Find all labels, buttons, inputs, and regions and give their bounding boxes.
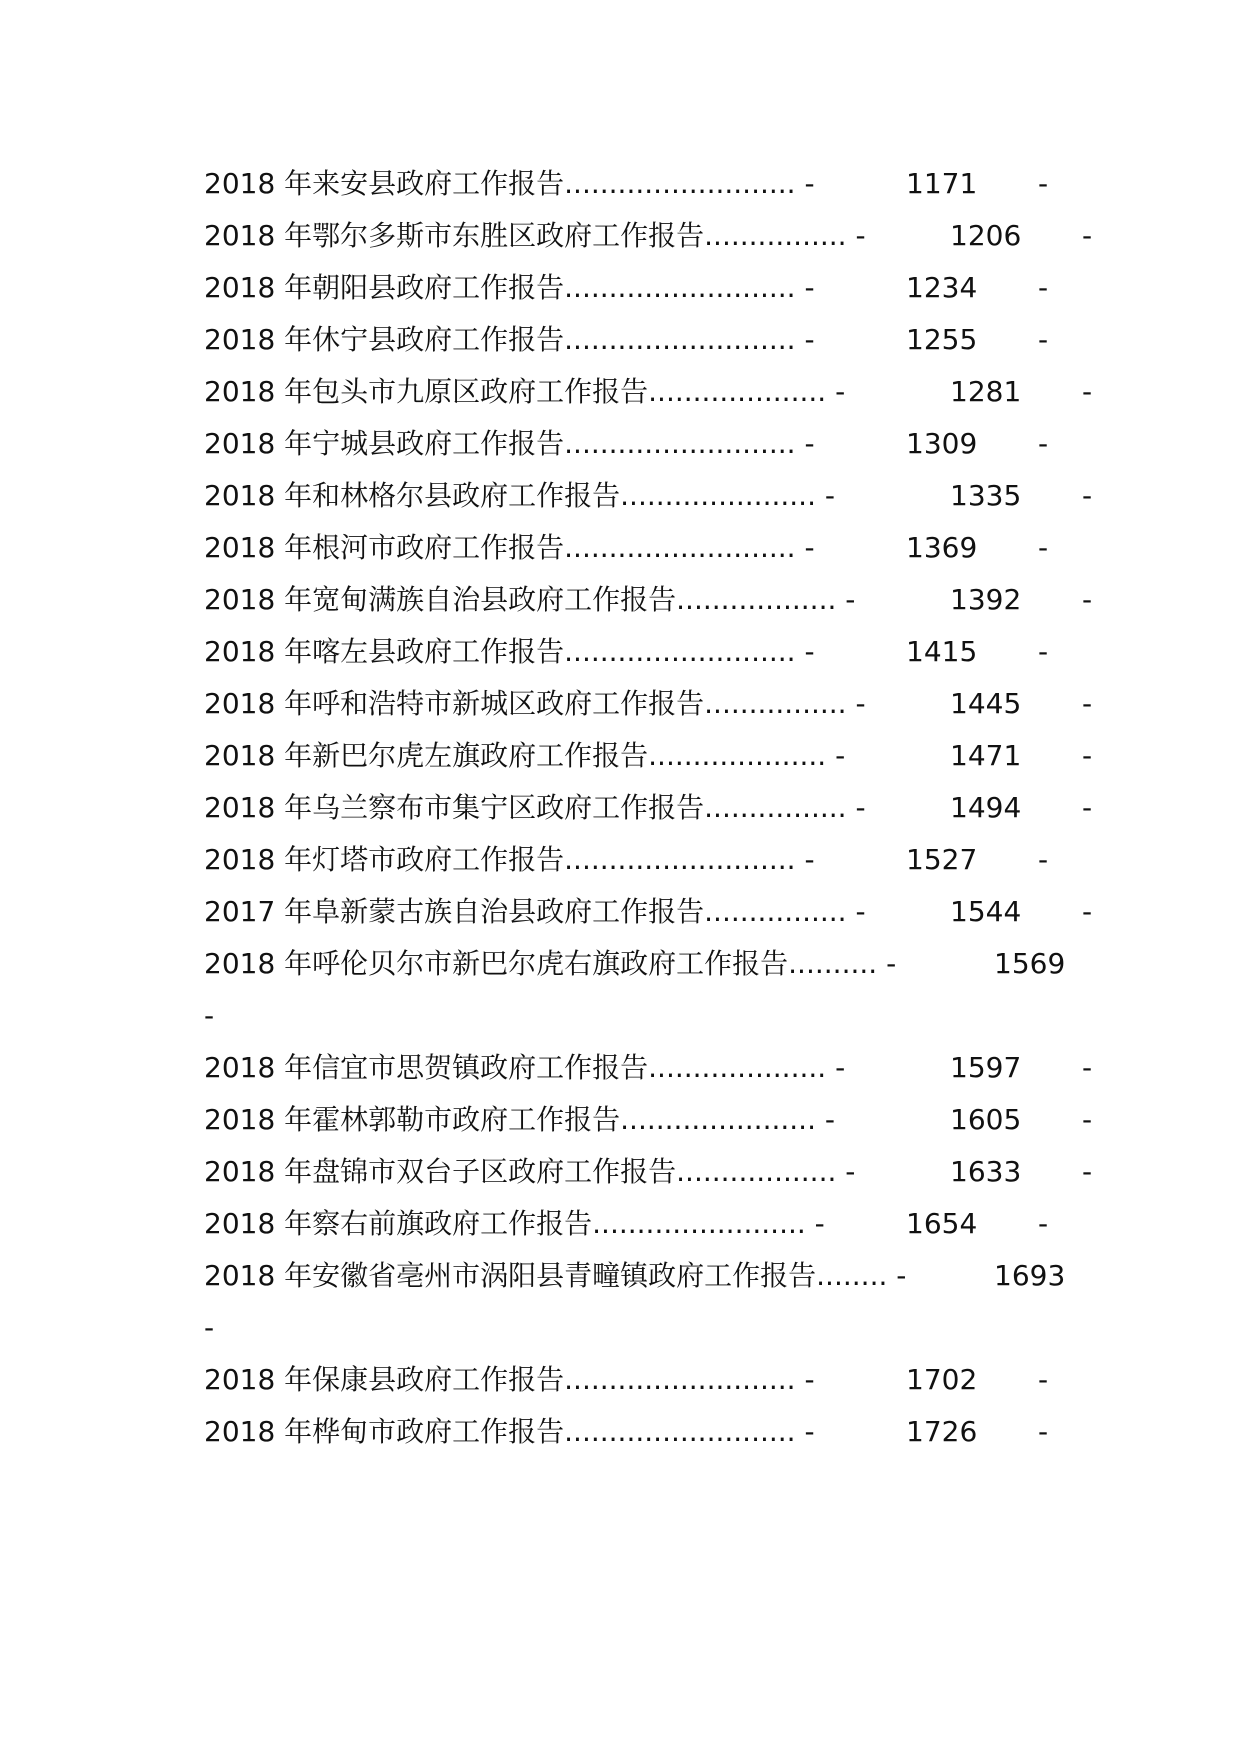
- toc-entry[interactable]: [0, 626, 1240, 678]
- toc-entry-title: 2018 年朝阳县政府工作报告.......................... -: [204, 271, 815, 304]
- toc-entry[interactable]: [0, 1094, 1240, 1146]
- toc-entry-dash: -: [1082, 687, 1093, 720]
- toc-entry-dash: -: [1082, 1051, 1093, 1084]
- toc-entry-title: 2018 年保康县政府工作报告.......................... -: [204, 1363, 815, 1396]
- toc-entry[interactable]: [0, 1406, 1240, 1458]
- toc-entry-title: 2018 年鄂尔多斯市东胜区政府工作报告................ -: [204, 219, 866, 252]
- toc-entry-dash: -: [1038, 167, 1049, 200]
- toc-entry-title: 2018 年宽甸满族自治县政府工作报告.................. -: [204, 583, 856, 616]
- toc-entry-title: 2018 年休宁县政府工作报告.......................... -: [204, 323, 815, 356]
- toc-entry[interactable]: [0, 418, 1240, 470]
- toc-entry-title: 2018 年桦甸市政府工作报告.......................... -: [204, 1415, 815, 1448]
- toc-entry-page: 1369: [906, 531, 978, 564]
- toc-entry[interactable]: [0, 1354, 1240, 1406]
- toc-entry[interactable]: [0, 1198, 1240, 1250]
- toc-entry-title: 2018 年乌兰察布市集宁区政府工作报告................ -: [204, 791, 866, 824]
- toc-entry-dash: -: [1038, 843, 1049, 876]
- toc-entry-title: 2018 年宁城县政府工作报告.......................... -: [204, 427, 815, 460]
- toc-entry[interactable]: [0, 834, 1240, 886]
- toc-entry-title: 2018 年和林格尔县政府工作报告...................... -: [204, 479, 835, 512]
- toc-entry-dash: -: [1038, 531, 1049, 564]
- toc-entry-page: 1693: [994, 1259, 1066, 1292]
- toc-entry-dash: -: [1038, 635, 1049, 668]
- toc-entry-page: 1633: [950, 1155, 1022, 1188]
- toc-entry-page: 1654: [906, 1207, 978, 1240]
- toc-entry[interactable]: [0, 1042, 1240, 1094]
- toc-entry[interactable]: [0, 938, 1240, 1042]
- toc-entry-title: 2018 年霍林郭勒市政府工作报告...................... -: [204, 1103, 835, 1136]
- toc-entry[interactable]: [0, 886, 1240, 938]
- toc-entry-dash: -: [1082, 1155, 1093, 1188]
- toc-entry-dash: -: [1082, 791, 1093, 824]
- table-of-contents: [0, 158, 1240, 1458]
- toc-entry-page: 1392: [950, 583, 1022, 616]
- toc-entry-title: 2018 年信宜市思贺镇政府工作报告.................... -: [204, 1051, 846, 1084]
- toc-entry[interactable]: [0, 782, 1240, 834]
- toc-entry-page: 1335: [950, 479, 1022, 512]
- toc-entry-dash: -: [1038, 271, 1049, 304]
- toc-entry-page: 1445: [950, 687, 1022, 720]
- toc-entry-title: 2018 年喀左县政府工作报告.......................... -: [204, 635, 815, 668]
- toc-entry-title: 2018 年根河市政府工作报告.......................... -: [204, 531, 815, 564]
- toc-entry-title: 2018 年呼和浩特市新城区政府工作报告................ -: [204, 687, 866, 720]
- toc-entry-page: 1309: [906, 427, 978, 460]
- toc-entry-title: 2018 年安徽省亳州市涡阳县青疃镇政府工作报告........ -: [204, 1259, 907, 1292]
- toc-entry[interactable]: [0, 470, 1240, 522]
- toc-entry-page: 1702: [906, 1363, 978, 1396]
- toc-entry-title: 2018 年察右前旗政府工作报告........................ -: [204, 1207, 825, 1240]
- toc-entry-title: 2018 年灯塔市政府工作报告.......................... -: [204, 843, 815, 876]
- toc-entry-title: 2018 年盘锦市双台子区政府工作报告.................. -: [204, 1155, 856, 1188]
- toc-entry-page: 1471: [950, 739, 1022, 772]
- toc-entry-dash: -: [1082, 479, 1093, 512]
- toc-entry-dash: -: [1038, 323, 1049, 356]
- toc-entry[interactable]: [0, 314, 1240, 366]
- toc-entry[interactable]: [0, 262, 1240, 314]
- toc-entry-page: 1234: [906, 271, 978, 304]
- toc-entry-dash: -: [1082, 219, 1093, 252]
- toc-entry-page: 1494: [950, 791, 1022, 824]
- toc-entry-title: 2017 年阜新蒙古族自治县政府工作报告................ -: [204, 895, 866, 928]
- toc-entry-dash: -: [1082, 583, 1093, 616]
- toc-entry[interactable]: [0, 366, 1240, 418]
- toc-entry-dash: -: [1082, 739, 1093, 772]
- toc-entry[interactable]: [0, 730, 1240, 782]
- toc-entry-dash: -: [204, 1311, 215, 1344]
- toc-entry-page: 1527: [906, 843, 978, 876]
- toc-entry-title: 2018 年来安县政府工作报告.......................... -: [204, 167, 815, 200]
- toc-entry[interactable]: [0, 158, 1240, 210]
- toc-entry-page: 1415: [906, 635, 978, 668]
- toc-entry[interactable]: [0, 522, 1240, 574]
- toc-entry-dash: -: [1082, 1103, 1093, 1136]
- toc-entry[interactable]: [0, 1146, 1240, 1198]
- toc-entry-page: 1544: [950, 895, 1022, 928]
- toc-entry-page: 1281: [950, 375, 1022, 408]
- toc-entry-dash: -: [1038, 1363, 1049, 1396]
- toc-entry-title: 2018 年呼伦贝尔市新巴尔虎右旗政府工作报告.......... -: [204, 947, 897, 980]
- toc-entry-dash: -: [204, 999, 215, 1032]
- toc-entry-page: 1605: [950, 1103, 1022, 1136]
- toc-entry-title: 2018 年包头市九原区政府工作报告.................... -: [204, 375, 846, 408]
- toc-entry-dash: -: [1082, 895, 1093, 928]
- toc-entry[interactable]: [0, 574, 1240, 626]
- toc-entry-page: 1206: [950, 219, 1022, 252]
- toc-entry-dash: -: [1082, 375, 1093, 408]
- toc-entry-title: 2018 年新巴尔虎左旗政府工作报告.................... -: [204, 739, 846, 772]
- toc-entry[interactable]: [0, 678, 1240, 730]
- toc-entry[interactable]: [0, 210, 1240, 262]
- toc-entry-dash: -: [1038, 427, 1049, 460]
- toc-entry-page: 1597: [950, 1051, 1022, 1084]
- toc-entry-page: 1255: [906, 323, 978, 356]
- toc-entry-page: 1726: [906, 1415, 978, 1448]
- toc-entry-page: 1171: [906, 167, 978, 200]
- toc-entry-dash: -: [1038, 1415, 1049, 1448]
- toc-entry-dash: -: [1038, 1207, 1049, 1240]
- toc-entry-page: 1569: [994, 947, 1066, 980]
- toc-entry[interactable]: [0, 1250, 1240, 1354]
